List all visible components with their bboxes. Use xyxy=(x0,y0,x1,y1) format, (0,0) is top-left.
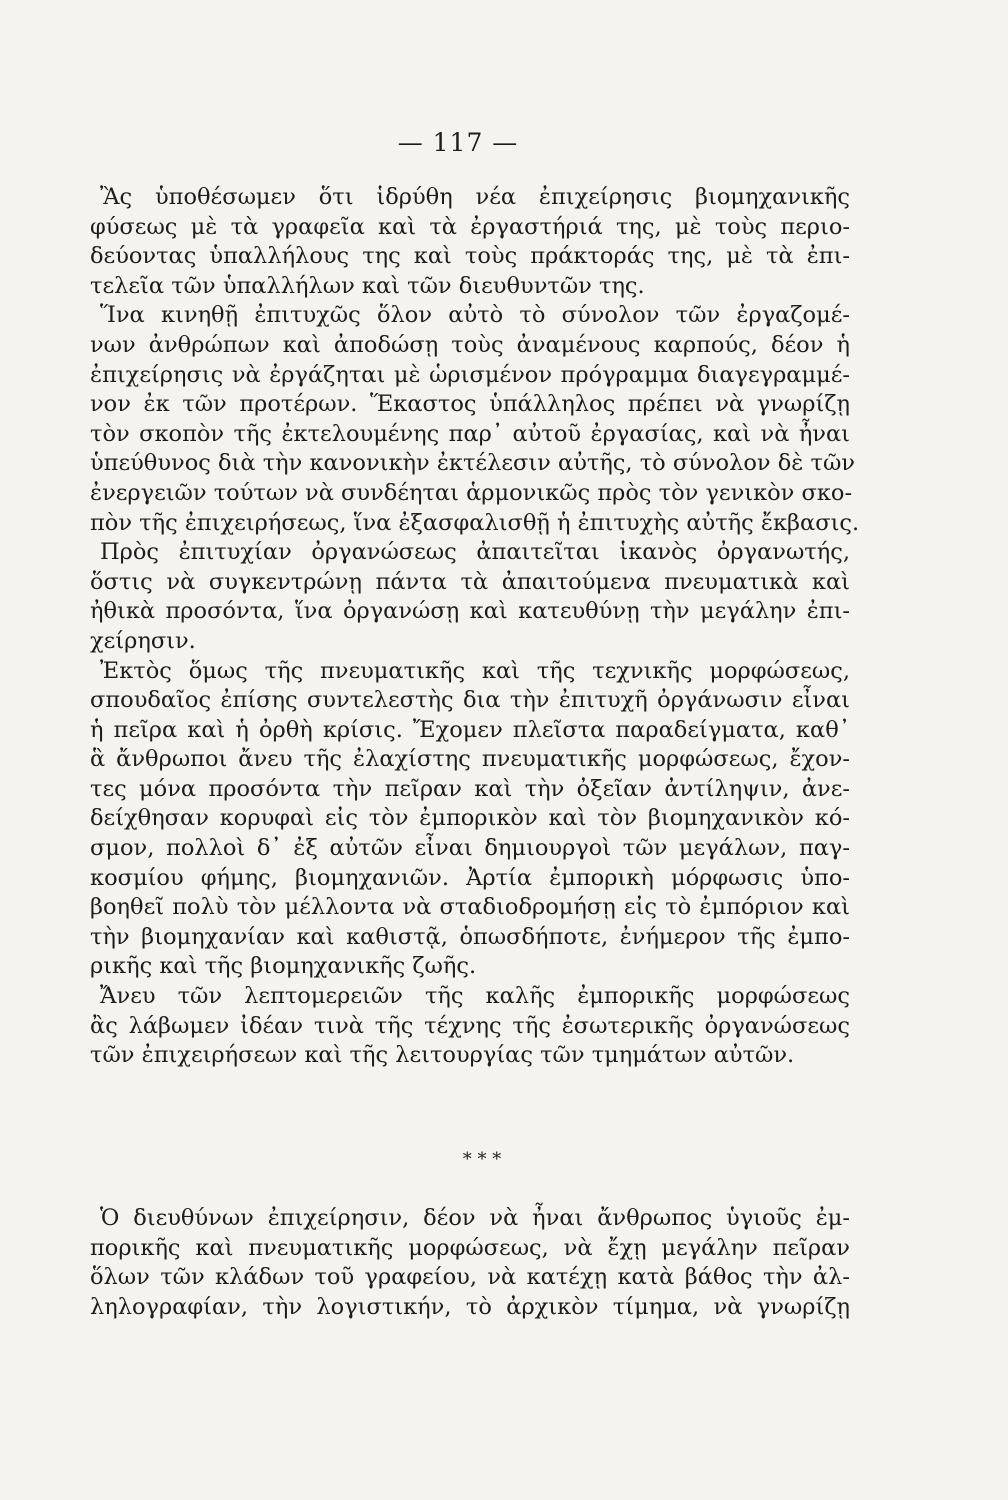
text-line: νων ἀνθρώπων καὶ ἀποδώσῃ τοὺς ἀναμένους καρπούς, δέον ἡ xyxy=(90,331,850,358)
text-line: ληλογραφίαν, τὴν λογιστικήν, τὸ ἀρχικὸν τίμημα, νὰ γνωρίζῃ xyxy=(90,1293,850,1320)
text-line: ἠθικὰ προσόντα, ἵνα ὀργανώσῃ καὶ κατευθύνῃ τὴν μεγάλην ἐπι- xyxy=(90,598,850,625)
text-line: χείρησιν. xyxy=(90,627,196,654)
text-line: Ἄνευ τῶν λεπτομερειῶν τῆς καλῆς ἐμπορικῆς μορφώσεως xyxy=(100,983,850,1010)
text-line: δείχθησαν κορυφαὶ εἰς τὸν ἐμπορικὸν καὶ τὸν βιομηχανικὸν κό- xyxy=(90,805,850,832)
text-line: Ἐκτὸς ὅμως τῆς πνευματικῆς καὶ τῆς τεχνικῆς μορφώσεως, xyxy=(100,657,850,684)
text-line: ἡ πεῖρα καὶ ἡ ὀρθὴ κρίσις. Ἔχομεν πλεῖστα παραδείγματα, καθ᾽ xyxy=(90,716,850,743)
text-line: Ὁ διευθύνων ἐπιχείρησιν, δέον νὰ ἦναι ἄνθρωπος ὑγιοῦς ἐμ- xyxy=(100,1205,850,1231)
text-line: πορικῆς καὶ πνευματικῆς μορφώσεως, νὰ ἔχῃ μεγάλην πεῖραν xyxy=(90,1234,850,1261)
text-line: ὅστις νὰ συγκεντρώνῃ πάντα τὰ ἀπαιτούμενα πνευματικὰ καὶ xyxy=(90,568,850,595)
page-number: — 117 — xyxy=(397,128,519,157)
section-separator: * * * xyxy=(462,1149,502,1170)
text-line: ἐπιχείρησις νὰ ἐργάζηται μὲ ὡρισμένον πρόγραμμα διαγεγραμμέ- xyxy=(90,361,850,388)
text-line: Πρὸς ἐπιτυχίαν ὀργανώσεως ἀπαιτεῖται ἱκανὸς ὀργανωτής, xyxy=(100,539,850,566)
text-line: τὸν σκοπὸν τῆς ἐκτελουμένης παρ᾽ αὐτοῦ ἐργασίας, καὶ νὰ ἦναι xyxy=(90,420,850,447)
text-line: πὸν τῆς ἐπιχειρήσεως, ἵνα ἐξασφαλισθῇ ἡ ἐπιτυχὴς αὐτῆς ἔκβασις. xyxy=(90,509,860,536)
text-line: τὴν βιομηχανίαν καὶ καθιστᾷ, ὁπωσδήποτε, ἐνήμερον τῆς ἐμπο- xyxy=(90,923,850,950)
text-line: τελεῖα τῶν ὑπαλλήλων καὶ τῶν διευθυντῶν της. xyxy=(90,272,645,299)
text-line: ὑπεύθυνος διὰ τὴν κανονικὴν ἐκτέλεσιν αὐτῆς, τὸ σύνολον δὲ τῶν xyxy=(90,450,855,477)
text-line: βοηθεῖ πολὺ τὸν μέλλοντα νὰ σταδιοδρομήσῃ εἰς τὸ ἐμπόριον καὶ xyxy=(90,894,850,921)
text-line: ἃ ἄνθρωποι ἄνευ τῆς ἐλαχίστης πνευματικῆς μορφώσεως, ἔχον- xyxy=(90,746,850,773)
text-line: τες μόνα προσόντα τὴν πεῖραν καὶ τὴν ὀξεῖαν ἀντίληψιν, ἀνε- xyxy=(90,775,850,802)
text-line: τῶν ἐπιχειρήσεων καὶ τῆς λειτουργίας τῶν τμημάτων αὐτῶν. xyxy=(90,1042,795,1069)
text-line: ρικῆς καὶ τῆς βιομηχανικῆς ζωῆς. xyxy=(90,953,477,980)
text-line: κοσμίου φήμης, βιομηχανιῶν. Ἀρτία ἐμπορικὴ μόρφωσις ὑπο- xyxy=(90,864,850,891)
text-line: σπουδαῖος ἐπίσης συντελεστὴς δια τὴν ἐπιτυχῆ ὀργάνωσιν εἶναι xyxy=(90,687,850,714)
text-line: φύσεως μὲ τὰ γραφεῖα καὶ τὰ ἐργαστήριά της, μὲ τοὺς περιο- xyxy=(90,213,850,240)
text-line: ἐνεργειῶν τούτων νὰ συνδέηται ἁρμονικῶς πρὸς τὸν γενικὸν σκο- xyxy=(90,479,853,506)
main-text xyxy=(90,183,860,1071)
text-line: Ἵνα κινηθῇ ἐπιτυχῶς ὅλον αὐτὸ τὸ σύνολον τῶν ἐργαζομέ- xyxy=(100,302,850,329)
text-line: ἂς λάβωμεν ἰδέαν τινὰ τῆς τέχνης τῆς ἐσωτερικῆς ὀργανώσεως xyxy=(90,1012,850,1039)
text-line: νον ἐκ τῶν προτέρων. Ἕκαστος ὑπάλληλος πρέπει νὰ γνωρίζῃ xyxy=(90,391,850,418)
section-text xyxy=(90,1204,850,1322)
text-line: Ἂς ὑποθέσωμεν ὅτι ἱδρύθη νέα ἐπιχείρησις βιομηχανικῆς xyxy=(100,184,850,210)
text-line: σμον, πολλοὶ δ᾽ ἐξ αὐτῶν εἶναι δημιουργοὶ τῶν μεγάλων, παγ- xyxy=(90,835,850,862)
text-line: ὅλων τῶν κλάδων τοῦ γραφείου, νὰ κατέχῃ κατὰ βάθος τὴν ἀλ- xyxy=(90,1264,850,1291)
text-line: δεύοντας ὑπαλλήλους της καὶ τοὺς πράκτοράς της, μὲ τὰ ἐπι- xyxy=(90,243,850,270)
